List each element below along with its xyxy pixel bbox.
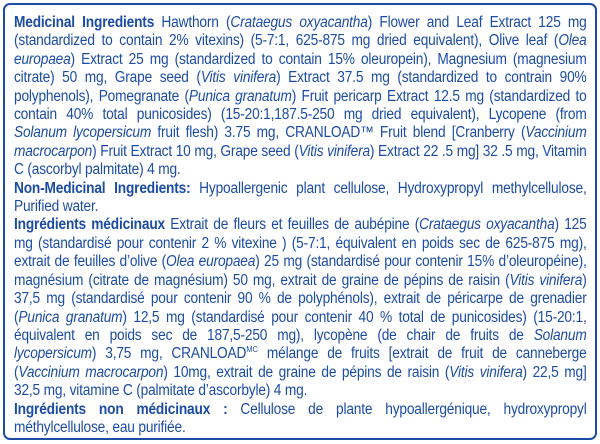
paragraph-medicinal-ingredients-fr: Ingrédients médicinaux Extrait de fleurs et feuilles de aubépine (Crataegus oxyacantha) 125 mg (standardisé pour contenir 2 % vitexine ) (5-7:1, équivalent en poids sec de 625-875 mg), extrait de feuilles d’olive (Olea europaea) 25 mg (standardisé pour contenir 15% d’oleuropéine), magnésium (citrate de magnésium) 50 mg, extrait de graine de pépins de raisin (Vitis vinifera) 37,5 mg (standardisé pour contenir 90 % de polyphénols), extrait de péricarpe de grenadier (Punica granatum) 12,5 mg (standardisé pour contenir 40 % total de punicosides) (15-20:1, équivalent en poids sec de 187,5-250 mg), lycopène (de chair de fruits de Solanum lycopersicum) 3,75 mg, $CRANLOAD^{MC}$ mélange de fruits [extrait de fruit de canneberge (Vaccinium macrocarpon) 10mg, extrait de graine de pépins de raisin (Vitis vinifera) 22,5 mg] 32,5 mg, vitamine C (palmitate d’ascorbyle) 4 mg. [14,216,587,400]
paragraph-medicinal-ingredients-en: Medicinal Ingredients Hawthorn (Crataegus oxyacantha) Flower and Leaf Extract 125 mg (standardized to contain 2% vitexins) (5-7:1, 625-875 mg dried equivalent), Olive leaf (Olea europaea) Extract 25 mg (standardized to contain 15% oleuropein), Magnesium (magnesium citrate) 50 mg, Grape seed (Vitis vinifera) Extract 37.5 mg (standardized to contrain 90% polyphenols), Pomegranate (Punica granatum) Fruit pericarp Extract 12.5 mg (standardized to contain 40% total punicosides) (15-20:1,187.5-250 mg dried equivalent), Lycopene (from Solanum lycopersicum fruit flesh) 3.75 mg, CRANLOAD™ Fruit blend [Cranberry (Vaccinium macrocarpon) Fruit Extract 10 mg, Grape seed (Vitis vinifera) Extract 22 .5 mg] 32 .5 mg, Vitamin C (ascorbyl palmitate) 4 mg. [14,14,587,179]
paragraph-non-medicinal-ingredients-en: Non-Medicinal Ingredients: Hypoallergenic plant cellulose, Hydroxypropyl methylcellulose, Purified water. [14,179,587,216]
ingredients-panel [3,3,597,440]
paragraph-non-medicinal-ingredients-fr: Ingrédients non médicinaux : Cellulose de plante hypoallergénique, hydroxypropyl méthylcellulose, eau purifiée. [14,400,587,436]
ingredients-text-block [14,14,587,437]
